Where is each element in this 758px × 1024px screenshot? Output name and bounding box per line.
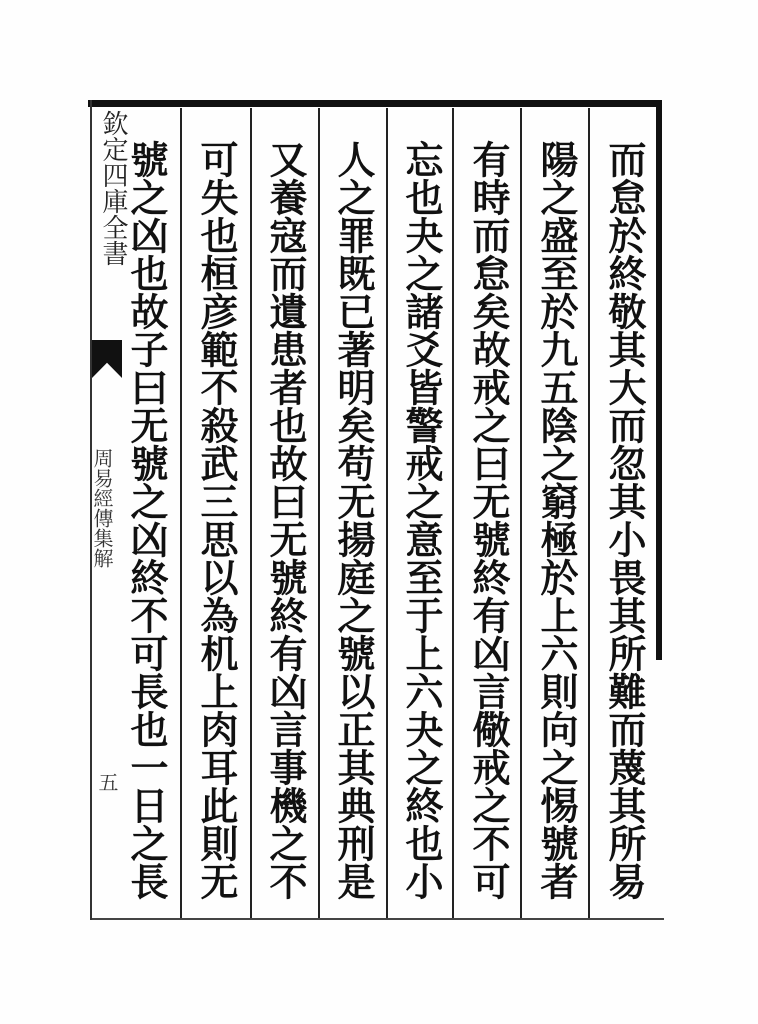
column-rule bbox=[180, 108, 182, 918]
text-column-2: 陽之盛至於九五陰之窮極於上六則向之惕號者 bbox=[534, 140, 579, 900]
column-rule bbox=[520, 108, 522, 918]
frame-bottom-border bbox=[92, 918, 664, 920]
column-rule bbox=[250, 108, 252, 918]
margin-collection-title: 欽定四庫全書 bbox=[98, 110, 128, 266]
text-column-7: 可失也桓彦範不殺武三思以為机上肉耳此則无 bbox=[194, 140, 239, 900]
text-column-8: 號之凶也故子曰无號之凶終不可長也一日之長 bbox=[124, 140, 169, 900]
fish-tail-mark-icon bbox=[92, 340, 122, 378]
margin-page-number: 五 bbox=[95, 772, 119, 792]
text-column-1: 而怠於終敬其大而忽其小畏其所難而蔑其所易 bbox=[602, 140, 647, 900]
column-rule bbox=[588, 108, 590, 918]
column-rule bbox=[452, 108, 454, 918]
text-column-4: 忘也夬之諸爻皆警戒之意至于上六夬之終也小 bbox=[399, 140, 444, 900]
column-rule bbox=[386, 108, 388, 918]
column-rule bbox=[318, 108, 320, 918]
text-column-3: 有時而怠矣故戒之曰无號終有凶言儆戒之不可 bbox=[466, 140, 511, 900]
text-column-5: 人之罪既已著明矣苟无揚庭之號以正其典刑是 bbox=[331, 140, 376, 900]
frame-right-border bbox=[656, 100, 662, 660]
frame-top-border bbox=[88, 100, 662, 107]
margin-book-title: 周易經傳集解 bbox=[90, 448, 114, 568]
text-column-6: 又養寇而遺患者也故曰无號終有凶言事機之不 bbox=[263, 140, 308, 900]
